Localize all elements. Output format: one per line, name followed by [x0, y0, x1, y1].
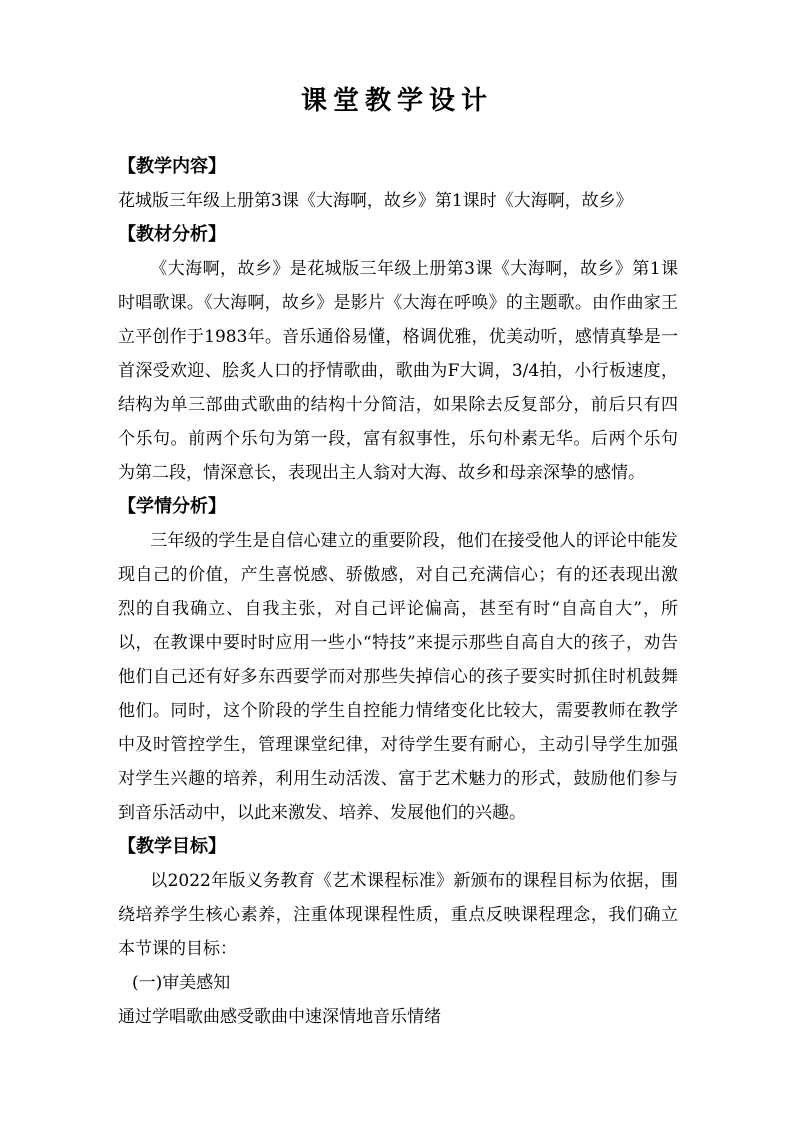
document-title: 课堂教学设计 — [300, 86, 493, 116]
section-heading-material: 【教材分析】 — [118, 224, 226, 245]
goals-paragraph: 以2022年版义务教育《艺术课程标准》新颁布的课程目标为依据，围绕培养学生核心素养，注重体现课程性质，重点反映课程理念，我们确立本节课的目标： — [118, 871, 678, 959]
document-body — [118, 150, 678, 1034]
students-paragraph: 三年级的学生是自信心建立的重要阶段，他们在接受他人的评论中能发现自己的价值，产生喜悦感、骄傲感，对自己充满信心；有的还表现出激烈的自我确立、自我主张，对自己评论偏高，甚至有时“自高自大”，所以，在教课中要时时应用一些小“特技”来提示那些自高自大的孩子，劝告他们自己还有好多东西要学而对那些失掉信心的孩子要实时抓住时机鼓舞他们。同时，这个阶段的学生自控能力情绪变化比较大，需要教师在教学中及时管控学生，管理课堂纪律，对待学生要有耐心，主动引导学生加强对学生兴趣的培养，利用生动活泼、富于艺术魅力的形式，鼓励他们参与到音乐活动中，以此来激发、培养、发展他们的兴趣。 — [118, 531, 678, 823]
material-paragraph: 《大海啊，故乡》是花城版三年级上册第3课《大海啊，故乡》第1课时唱歌课。《大海啊，故乡》是影片《大海在呼唤》的主题歌。由作曲家王立平创作于1983年。音乐通俗易懂，格调优雅，优美动听，感情真挚是一首深受欢迎、脍炙人口的抒情歌曲，歌曲为F大调，3/4拍，小行板速度，结构为单三部曲式歌曲的结构十分简洁，如果除去反复部分，前后只有四个乐句。前两个乐句为第一段，富有叙事性，乐句朴素无华。后两个乐句为第二段，情深意长，表现出主人翁对大海、故乡和母亲深挚的感情。 — [118, 259, 678, 483]
section-heading-goals: 【教学目标】 — [118, 836, 226, 857]
goal-aesthetic-text: 通过学唱歌曲感受歌曲中速深情地音乐情绪 — [118, 1007, 441, 1027]
section-heading-content: 【教学内容】 — [118, 156, 226, 177]
section-heading-students: 【学情分析】 — [118, 496, 226, 517]
content-text: 花城版三年级上册第3课《大海啊，故乡》第1课时《大海啊，故乡》 — [118, 191, 633, 211]
goal-subheading-aesthetic: (一)审美感知 — [132, 973, 231, 993]
